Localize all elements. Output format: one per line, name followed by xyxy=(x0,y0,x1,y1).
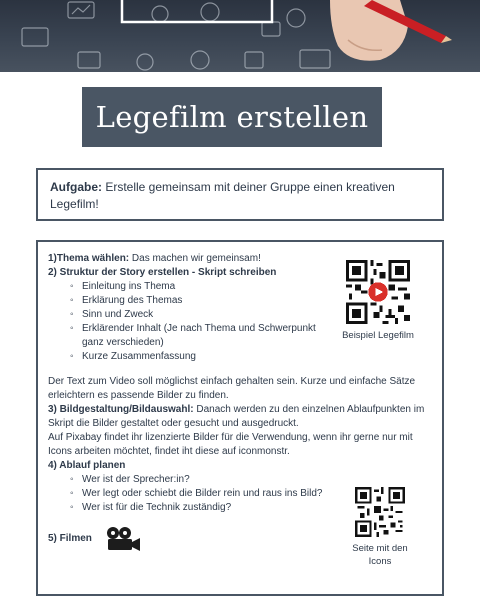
step-3-text: Danach werden zu den einzelnen Ablaufpunkten im Skript die Bilder gestaltet oder gesucht und ausgedruckt. xyxy=(48,404,425,429)
pixabay-paragraph: Auf Pixabay findet ihr lizenzierte Bilder für die Verwendung, wenn ihr gerne nur mit Icons arbeiten möchtet, findet iht diese auf iconmonstr. xyxy=(48,432,413,457)
qr-icons-site[interactable] xyxy=(344,487,416,568)
page-title-box xyxy=(82,87,382,147)
list-item: ◦ Wer ist der Sprecher:in? xyxy=(70,473,338,487)
step-5-title: 5) Filmen xyxy=(48,533,92,544)
header-banner-image xyxy=(0,0,480,72)
qr-example-caption: Beispiel Legefilm xyxy=(342,330,414,341)
step-1-text: Das machen wir gemeinsam! xyxy=(129,253,261,264)
step-2-title: 2) Struktur der Story erstellen - Skript schreiben xyxy=(48,267,277,278)
list-item: ◦ Erklärung des Themas xyxy=(70,294,338,308)
list-item: ◦ Wer legt oder schiebt die Bilder rein und raus ins Bild? xyxy=(70,487,338,501)
step-2-list xyxy=(70,280,338,364)
text-hint-paragraph: Der Text zum Video soll möglichst einfach gehalten sein. Kurze und einfache Sätze erleichtern es passende Bilder zu finden. xyxy=(48,376,416,401)
step-4-title: 4) Ablauf planen xyxy=(48,460,126,471)
task-text: Erstelle gemeinsam mit deiner Gruppe einen kreativen Legefilm! xyxy=(50,180,395,211)
task-label: Aufgabe: xyxy=(50,180,102,194)
step-3-title: 3) Bildgestaltung/Bildauswahl: xyxy=(48,404,194,415)
step-2 xyxy=(48,266,338,364)
list-item: ◦ Erklärender Inhalt (Je nach Thema und Schwerpunkt ganz verschieden) xyxy=(70,322,338,350)
step-4-list xyxy=(70,473,338,515)
step-4 xyxy=(48,459,338,515)
instructions-box xyxy=(36,240,444,596)
qr-example-video[interactable] xyxy=(342,260,414,342)
list-item: ◦ Einleitung ins Thema xyxy=(70,280,338,294)
qr-code-icon[interactable] xyxy=(355,487,405,537)
list-item: ◦ Wer ist für die Technik zuständig? xyxy=(70,501,338,515)
banner-illustration xyxy=(0,0,480,72)
step-1 xyxy=(48,252,338,266)
film-camera-icon xyxy=(104,526,142,552)
qr-icons-caption: Seite mit den Icons xyxy=(352,543,408,567)
page-title: Legefilm erstellen xyxy=(95,100,369,134)
task-box xyxy=(36,168,444,221)
step-3 xyxy=(48,403,432,431)
qr-code-icon[interactable] xyxy=(346,260,410,324)
list-item: ◦ Kurze Zusammenfassung xyxy=(70,350,338,364)
list-item: ◦ Sinn und Zweck xyxy=(70,308,338,322)
step-1-title: 1)Thema wählen: xyxy=(48,253,130,264)
